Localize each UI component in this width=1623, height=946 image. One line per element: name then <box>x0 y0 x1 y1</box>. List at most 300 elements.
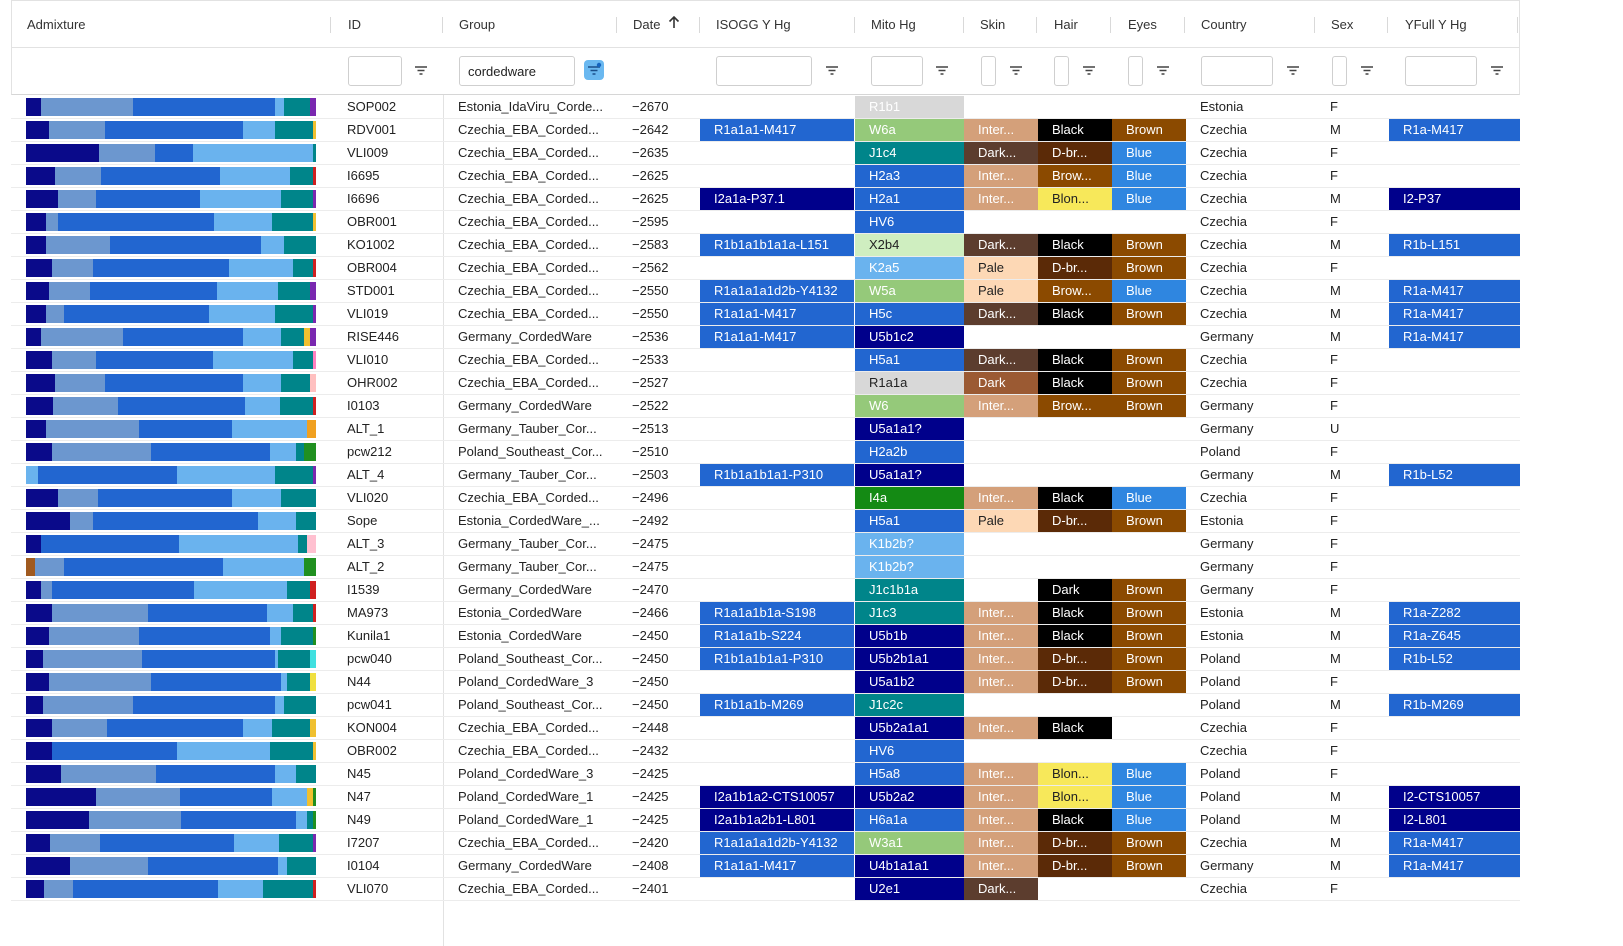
sex-cell: F <box>1330 743 1338 758</box>
mito-filter-input[interactable] <box>871 56 923 86</box>
group-cell: Poland_Southeast_Cor... <box>458 697 603 712</box>
filter-icon[interactable] <box>822 60 842 80</box>
filter-icon[interactable] <box>932 60 952 80</box>
yfull-cell: R1b-L52 <box>1389 464 1520 486</box>
admixture-segment <box>26 719 52 737</box>
date-cell: −2513 <box>632 421 669 436</box>
country-cell: Czechia <box>1200 352 1247 367</box>
date-cell: −2635 <box>632 145 669 160</box>
eyes-cell: Blue <box>1112 280 1186 302</box>
mito-cell: R1a1a <box>855 372 964 394</box>
admixture-segment <box>270 627 282 645</box>
admixture-segment <box>26 604 52 622</box>
filter-icon[interactable] <box>1006 60 1026 80</box>
skin-cell <box>964 694 1038 716</box>
admixture-bar <box>26 696 316 714</box>
skin-cell <box>964 211 1038 233</box>
group-cell: Estonia_IdaViru_Corde... <box>458 99 604 114</box>
admixture-segment <box>52 259 93 277</box>
skin-cell: Pale <box>964 510 1038 532</box>
table-row[interactable] <box>11 556 1520 579</box>
filter-icon[interactable] <box>1153 60 1173 80</box>
eyes-filter-input[interactable] <box>1128 56 1143 86</box>
admixture-segment <box>26 259 52 277</box>
header-skin[interactable]: Skin <box>980 17 1006 32</box>
sex-cell: U <box>1330 421 1340 436</box>
table-row[interactable] <box>11 303 1520 326</box>
hair-cell: D-br... <box>1038 142 1112 164</box>
admixture-segment <box>26 696 43 714</box>
table-row[interactable] <box>11 280 1520 303</box>
header-date[interactable] <box>633 1 680 49</box>
admixture-segment <box>179 535 298 553</box>
table-row[interactable] <box>11 533 1520 556</box>
admixture-segment <box>307 420 316 438</box>
table-row[interactable] <box>11 786 1520 809</box>
id-filter-input[interactable] <box>348 56 402 86</box>
admixture-segment <box>26 857 70 875</box>
table-row[interactable] <box>11 188 1520 211</box>
admixture-segment <box>93 259 229 277</box>
skin-cell <box>964 740 1038 762</box>
yfull-cell: R1b-M269 <box>1389 694 1520 716</box>
header-separator[interactable] <box>616 17 617 33</box>
country-cell: Czechia <box>1200 237 1247 252</box>
skin-cell: Inter... <box>964 786 1038 808</box>
eyes-cell <box>1112 441 1186 463</box>
skin-filter-input[interactable] <box>981 56 996 86</box>
hair-cell: Black <box>1038 303 1112 325</box>
sample-id-cell: VLI010 <box>347 352 389 367</box>
admixture-segment <box>96 788 180 806</box>
country-cell: Germany <box>1200 421 1254 436</box>
isogg-cell <box>700 671 854 693</box>
group-cell: Poland_CordedWare_3 <box>458 674 594 689</box>
sample-id-cell: OBR004 <box>347 260 397 275</box>
group-cell: Germany_CordedWare <box>458 582 592 597</box>
admixture-segment <box>26 397 53 415</box>
date-cell: −2420 <box>632 835 669 850</box>
country-cell: Germany <box>1200 329 1254 344</box>
header-country[interactable]: Country <box>1201 17 1247 32</box>
header-separator[interactable] <box>1517 17 1518 33</box>
mito-cell: H5a8 <box>855 763 964 785</box>
group-cell: Estonia_CordedWare <box>458 628 582 643</box>
sex-cell: F <box>1330 99 1338 114</box>
skin-cell: Inter... <box>964 648 1038 670</box>
table-row[interactable] <box>11 855 1520 878</box>
sex-cell: F <box>1330 145 1338 160</box>
date-cell: −2425 <box>632 789 669 804</box>
eyes-cell <box>1112 717 1186 739</box>
table-row[interactable] <box>11 142 1520 165</box>
yfull-cell <box>1389 533 1520 555</box>
filter-icon[interactable] <box>1079 60 1099 80</box>
eyes-cell: Brown <box>1112 602 1186 624</box>
admixture-segment <box>26 742 52 760</box>
mito-cell: J1c2c <box>855 694 964 716</box>
country-cell: Czechia <box>1200 375 1247 390</box>
eyes-cell <box>1112 211 1186 233</box>
sex-cell: M <box>1330 605 1341 620</box>
admixture-segment <box>245 397 281 415</box>
filter-icon[interactable] <box>1357 60 1377 80</box>
hair-cell: Blon... <box>1038 786 1112 808</box>
date-cell: −2522 <box>632 398 669 413</box>
skin-cell: Dark <box>964 372 1038 394</box>
table-row[interactable] <box>11 395 1520 418</box>
header-separator[interactable] <box>1314 17 1315 33</box>
mito-cell: HV6 <box>855 740 964 762</box>
hair-cell <box>1038 418 1112 440</box>
group-cell: Estonia_CordedWare <box>458 605 582 620</box>
header-separator[interactable] <box>1387 17 1388 33</box>
sample-id-cell: N49 <box>347 812 371 827</box>
admixture-segment <box>296 765 316 783</box>
isogg-filter-input[interactable] <box>716 56 812 86</box>
hair-cell: Black <box>1038 625 1112 647</box>
hair-filter-input[interactable] <box>1054 56 1069 86</box>
sex-cell: F <box>1330 720 1338 735</box>
table-row[interactable] <box>11 648 1520 671</box>
header-date-label: Date <box>633 17 661 32</box>
admixture-segment <box>275 98 284 116</box>
admixture-segment <box>310 374 316 392</box>
yfull-cell <box>1389 349 1520 371</box>
yfull-cell: R1a-M417 <box>1389 832 1520 854</box>
arrow-up-icon[interactable] <box>668 1 680 49</box>
skin-cell: Inter... <box>964 625 1038 647</box>
admixture-segment <box>49 673 151 691</box>
sex-cell: M <box>1330 122 1341 137</box>
header-separator[interactable] <box>330 17 331 33</box>
filter-row <box>11 48 1520 95</box>
table-row[interactable] <box>11 326 1520 349</box>
header-isogg[interactable]: ISOGG Y Hg <box>716 17 791 32</box>
skin-cell <box>964 556 1038 578</box>
admixture-segment <box>41 328 123 346</box>
table-row[interactable] <box>11 257 1520 280</box>
header-separator[interactable] <box>963 17 964 33</box>
country-cell: Estonia <box>1200 605 1244 620</box>
sample-id-cell: SOP002 <box>347 99 397 114</box>
country-cell: Poland <box>1200 766 1241 781</box>
admixture-segment <box>107 719 243 737</box>
mito-cell: K1b2b? <box>855 556 964 578</box>
admixture-bar <box>26 213 316 231</box>
yfull-cell <box>1389 211 1520 233</box>
filter-icon[interactable] <box>1487 60 1507 80</box>
mito-cell: U5b2a2 <box>855 786 964 808</box>
table-row[interactable] <box>11 602 1520 625</box>
isogg-cell: R1b1a1b1a1-P310 <box>700 464 854 486</box>
date-cell: −2450 <box>632 674 669 689</box>
admixture-segment <box>41 581 53 599</box>
admixture-segment <box>287 581 310 599</box>
admixture-segment <box>101 167 220 185</box>
sex-cell: F <box>1330 881 1338 896</box>
date-cell: −2450 <box>632 651 669 666</box>
admixture-segment <box>26 236 46 254</box>
admixture-segment <box>281 489 316 507</box>
yfull-cell <box>1389 740 1520 762</box>
date-cell: −2550 <box>632 306 669 321</box>
admixture-bar <box>26 397 316 415</box>
table-row[interactable] <box>11 740 1520 763</box>
hair-cell: Blon... <box>1038 188 1112 210</box>
admixture-segment <box>313 788 316 806</box>
header-separator[interactable] <box>1110 17 1111 33</box>
table-row[interactable] <box>11 441 1520 464</box>
group-cell: Czechia_EBA_Corded... <box>458 375 599 390</box>
eyes-cell <box>1112 878 1186 900</box>
skin-cell: Pale <box>964 280 1038 302</box>
isogg-cell <box>700 372 854 394</box>
admixture-segment <box>234 834 279 852</box>
admixture-segment <box>263 880 313 898</box>
admixture-segment <box>281 627 313 645</box>
admixture-segment <box>304 558 316 576</box>
admixture-segment <box>209 305 276 323</box>
yfull-cell <box>1389 441 1520 463</box>
hair-cell <box>1038 556 1112 578</box>
mito-cell: U5a1b2 <box>855 671 964 693</box>
admixture-segment <box>89 811 181 829</box>
mito-cell: U5b2b1a1 <box>855 648 964 670</box>
table-row[interactable] <box>11 234 1520 257</box>
country-cell: Germany <box>1200 467 1254 482</box>
group-cell: Poland_Southeast_Cor... <box>458 444 603 459</box>
hair-cell: Black <box>1038 234 1112 256</box>
header-separator[interactable] <box>854 17 855 33</box>
yfull-cell <box>1389 418 1520 440</box>
yfull-filter-input[interactable] <box>1405 56 1477 86</box>
table-row[interactable] <box>11 717 1520 740</box>
mito-cell: K2a5 <box>855 257 964 279</box>
table-row[interactable] <box>11 119 1520 142</box>
eyes-cell: Brown <box>1112 234 1186 256</box>
country-cell: Germany <box>1200 398 1254 413</box>
yfull-cell <box>1389 579 1520 601</box>
admixture-segment <box>310 98 316 116</box>
sample-id-cell: STD001 <box>347 283 395 298</box>
table-row[interactable] <box>11 809 1520 832</box>
admixture-segment <box>307 535 316 553</box>
table-row[interactable] <box>11 464 1520 487</box>
admixture-segment <box>64 558 224 576</box>
admixture-segment <box>26 512 70 530</box>
admixture-segment <box>243 719 272 737</box>
sex-cell: F <box>1330 674 1338 689</box>
admixture-segment <box>61 765 157 783</box>
group-cell: Germany_Tauber_Cor... <box>458 421 597 436</box>
date-cell: −2527 <box>632 375 669 390</box>
country-cell: Poland <box>1200 651 1241 666</box>
isogg-cell <box>700 878 854 900</box>
admixture-segment <box>272 788 301 806</box>
country-cell: Poland <box>1200 697 1241 712</box>
country-filter-input[interactable] <box>1201 56 1273 86</box>
admixture-segment <box>296 512 316 530</box>
sex-cell: M <box>1330 835 1341 850</box>
table-row[interactable] <box>11 625 1520 648</box>
eyes-cell: Brown <box>1112 395 1186 417</box>
filter-icon[interactable] <box>411 60 431 80</box>
isogg-cell <box>700 740 854 762</box>
isogg-cell: R1a1a1a1d2b-Y4132 <box>700 832 854 854</box>
admixture-segment <box>26 374 55 392</box>
yfull-cell <box>1389 257 1520 279</box>
mito-cell: U5b1c2 <box>855 326 964 348</box>
sex-cell: F <box>1330 582 1338 597</box>
admixture-segment <box>313 742 316 760</box>
admixture-segment <box>133 696 275 714</box>
skin-cell: Inter... <box>964 763 1038 785</box>
skin-cell <box>964 464 1038 486</box>
country-cell: Estonia <box>1200 628 1244 643</box>
eyes-cell: Brown <box>1112 671 1186 693</box>
eyes-cell: Blue <box>1112 188 1186 210</box>
admixture-segment <box>70 512 93 530</box>
yfull-cell: R1a-M417 <box>1389 303 1520 325</box>
admixture-segment <box>44 880 74 898</box>
admixture-segment <box>151 673 282 691</box>
table-row[interactable] <box>11 832 1520 855</box>
admixture-segment <box>26 121 49 139</box>
admixture-segment <box>278 282 310 300</box>
mito-cell: K1b2b? <box>855 533 964 555</box>
admixture-segment <box>133 98 275 116</box>
admixture-segment <box>267 604 293 622</box>
table-row[interactable] <box>11 349 1520 372</box>
skin-cell: Dark... <box>964 349 1038 371</box>
header-yfull[interactable]: YFull Y Hg <box>1405 17 1467 32</box>
header-mito[interactable]: Mito Hg <box>871 17 916 32</box>
table-row[interactable] <box>11 694 1520 717</box>
hair-cell: D-br... <box>1038 832 1112 854</box>
isogg-cell: I2a1b1a2b1-L801 <box>700 809 854 831</box>
date-cell: −2450 <box>632 697 669 712</box>
admixture-bar <box>26 98 316 116</box>
header-eyes[interactable]: Eyes <box>1128 17 1157 32</box>
admixture-bar <box>26 650 316 668</box>
group-cell: Czechia_EBA_Corded... <box>458 168 599 183</box>
header-separator[interactable] <box>1036 17 1037 33</box>
header-hair[interactable]: Hair <box>1054 17 1078 32</box>
table-row[interactable] <box>11 165 1520 188</box>
table-row[interactable] <box>11 487 1520 510</box>
eyes-cell <box>1112 96 1186 118</box>
eyes-cell <box>1112 740 1186 762</box>
sample-id-cell: I0104 <box>347 858 380 873</box>
admixture-segment <box>26 282 49 300</box>
group-cell: Germany_CordedWare <box>458 858 592 873</box>
admixture-segment <box>313 305 316 323</box>
table-row[interactable] <box>11 671 1520 694</box>
hair-cell <box>1038 878 1112 900</box>
date-cell: −2510 <box>632 444 669 459</box>
hair-cell: D-br... <box>1038 648 1112 670</box>
filter-icon[interactable] <box>1283 60 1303 80</box>
yfull-cell <box>1389 487 1520 509</box>
header-sex[interactable]: Sex <box>1331 17 1354 32</box>
sample-id-cell: ALT_1 <box>347 421 385 436</box>
header-separator[interactable] <box>1184 17 1185 33</box>
mito-cell: W3a1 <box>855 832 964 854</box>
yfull-cell <box>1389 395 1520 417</box>
admixture-segment <box>41 535 178 553</box>
header-group[interactable]: Group <box>459 17 496 32</box>
table-row[interactable] <box>11 510 1520 533</box>
hair-cell: Blon... <box>1038 763 1112 785</box>
sex-cell: M <box>1330 329 1341 344</box>
sex-cell: F <box>1330 398 1338 413</box>
admixture-segment <box>217 282 278 300</box>
admixture-segment <box>26 535 41 553</box>
admixture-segment <box>148 857 279 875</box>
admixture-segment <box>26 443 52 461</box>
header-admixture[interactable]: Admixture <box>27 17 86 32</box>
table-row[interactable] <box>11 96 1520 119</box>
admixture-segment <box>279 834 314 852</box>
admixture-segment <box>310 328 316 346</box>
mito-cell: R1b1 <box>855 96 964 118</box>
admixture-segment <box>99 144 155 162</box>
date-cell: −2595 <box>632 214 669 229</box>
date-cell: −2448 <box>632 720 669 735</box>
admixture-segment <box>200 190 281 208</box>
table-row[interactable] <box>11 763 1520 786</box>
table-row[interactable] <box>11 372 1520 395</box>
admixture-segment <box>229 259 293 277</box>
table-row[interactable] <box>11 211 1520 234</box>
table-row[interactable] <box>11 579 1520 602</box>
mito-cell: H2a3 <box>855 165 964 187</box>
group-filter-input[interactable] <box>459 56 575 86</box>
sex-cell: M <box>1330 812 1341 827</box>
admixture-segment <box>151 443 270 461</box>
sex-cell: F <box>1330 375 1338 390</box>
admixture-segment <box>35 558 64 576</box>
isogg-cell: R1a1a1b-S224 <box>700 625 854 647</box>
header-separator[interactable] <box>442 17 443 33</box>
mito-cell: X2b4 <box>855 234 964 256</box>
isogg-cell <box>700 763 854 785</box>
header-id[interactable]: ID <box>348 17 361 32</box>
date-cell: −2425 <box>632 812 669 827</box>
admixture-segment <box>180 788 273 806</box>
admixture-segment <box>64 305 209 323</box>
admixture-segment <box>26 788 96 806</box>
admixture-segment <box>26 144 99 162</box>
mito-cell: U5b1b <box>855 625 964 647</box>
filter-active-icon[interactable] <box>584 60 604 80</box>
sex-filter-input[interactable] <box>1332 56 1347 86</box>
isogg-cell <box>700 556 854 578</box>
table-row[interactable] <box>11 878 1520 901</box>
header-separator[interactable] <box>699 17 700 33</box>
isogg-cell <box>700 579 854 601</box>
mito-cell: H2a2b <box>855 441 964 463</box>
sample-id-cell: KON004 <box>347 720 397 735</box>
admixture-bar <box>26 627 316 645</box>
admixture-segment <box>26 98 41 116</box>
table-row[interactable] <box>11 418 1520 441</box>
admixture-segment <box>90 282 218 300</box>
isogg-cell: R1b1a1b1a1a-L151 <box>700 234 854 256</box>
date-cell: −2642 <box>632 122 669 137</box>
eyes-cell: Blue <box>1112 165 1186 187</box>
